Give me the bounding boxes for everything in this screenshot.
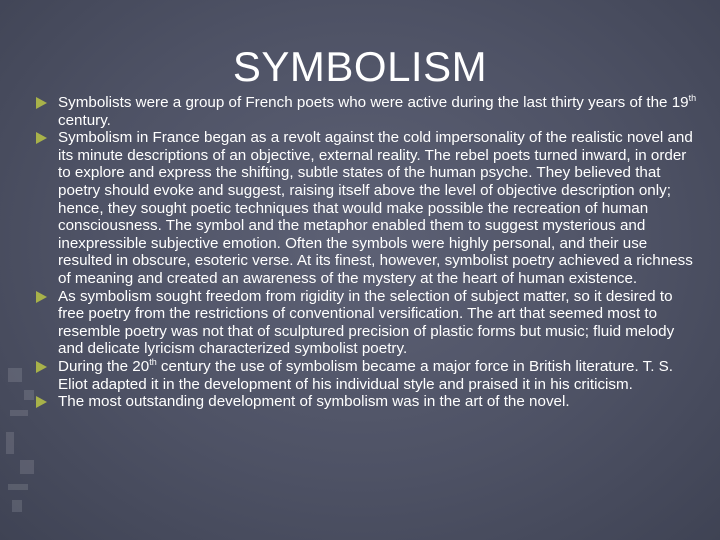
bullet-text-continued: century the use of symbolism became a major force in British literature. T. S. Eliot adapted it in the development of his individual style and praised it in his criticism. bbox=[58, 357, 674, 393]
bullet-text: As symbolism sought freedom from rigidity in the selection of subject matter, so it desired to free poetry from the restrictions of conventional versification. The art that seemed most to resemble poetry was not that of sculptured precision of plastic forms but music; fluid melody and delicate lyricism characterized symbolist poetry. bbox=[58, 287, 675, 358]
bullet-item bbox=[36, 393, 698, 411]
superscript: th bbox=[149, 356, 157, 367]
triangle-right-icon bbox=[36, 97, 47, 109]
bullet-item bbox=[36, 288, 698, 358]
bullet-item bbox=[36, 358, 698, 393]
bullet-text: Symbolists were a group of French poets who were active during the last thirty years of the 19 bbox=[58, 94, 689, 111]
triangle-right-icon bbox=[36, 132, 47, 144]
bullet-text: The most outstanding development of symbolism was in the art of the novel. bbox=[58, 393, 570, 411]
superscript: th bbox=[688, 93, 697, 103]
slide-title: SYMBOLISM bbox=[232, 43, 488, 90]
bullet-item bbox=[36, 129, 698, 287]
bullet-text: Symbolism in France began as a revolt against the cold impersonality of the realistic novel and its minute descriptions of an objective, external reality. The rebel poets turned inward, in order to explore and express the shifting, subtle states of the human psyche. They believed that poetry should evoke and suggest, raising itself above the level of objective description only; hence, they sought poetic techniques that would make possible the recreation of human consciousness. The symbol and the metaphor enabled them to suggest mysterious and inexpressible subjective emotion. Often the symbols were highly personal, and their use resulted in obscure, esoteric verse. At its finest, however, symbolist poetry achieved a richness of meaning and created an awareness of the mystery at the heart of human existence. bbox=[58, 129, 693, 287]
bullet-item bbox=[36, 94, 698, 129]
bullet-text: During the 20 bbox=[58, 357, 150, 375]
bullet-list bbox=[36, 94, 698, 411]
triangle-right-icon bbox=[36, 361, 47, 373]
triangle-right-icon bbox=[36, 396, 47, 408]
bullet-text-continued: century. bbox=[58, 111, 111, 129]
triangle-right-icon bbox=[36, 291, 47, 303]
